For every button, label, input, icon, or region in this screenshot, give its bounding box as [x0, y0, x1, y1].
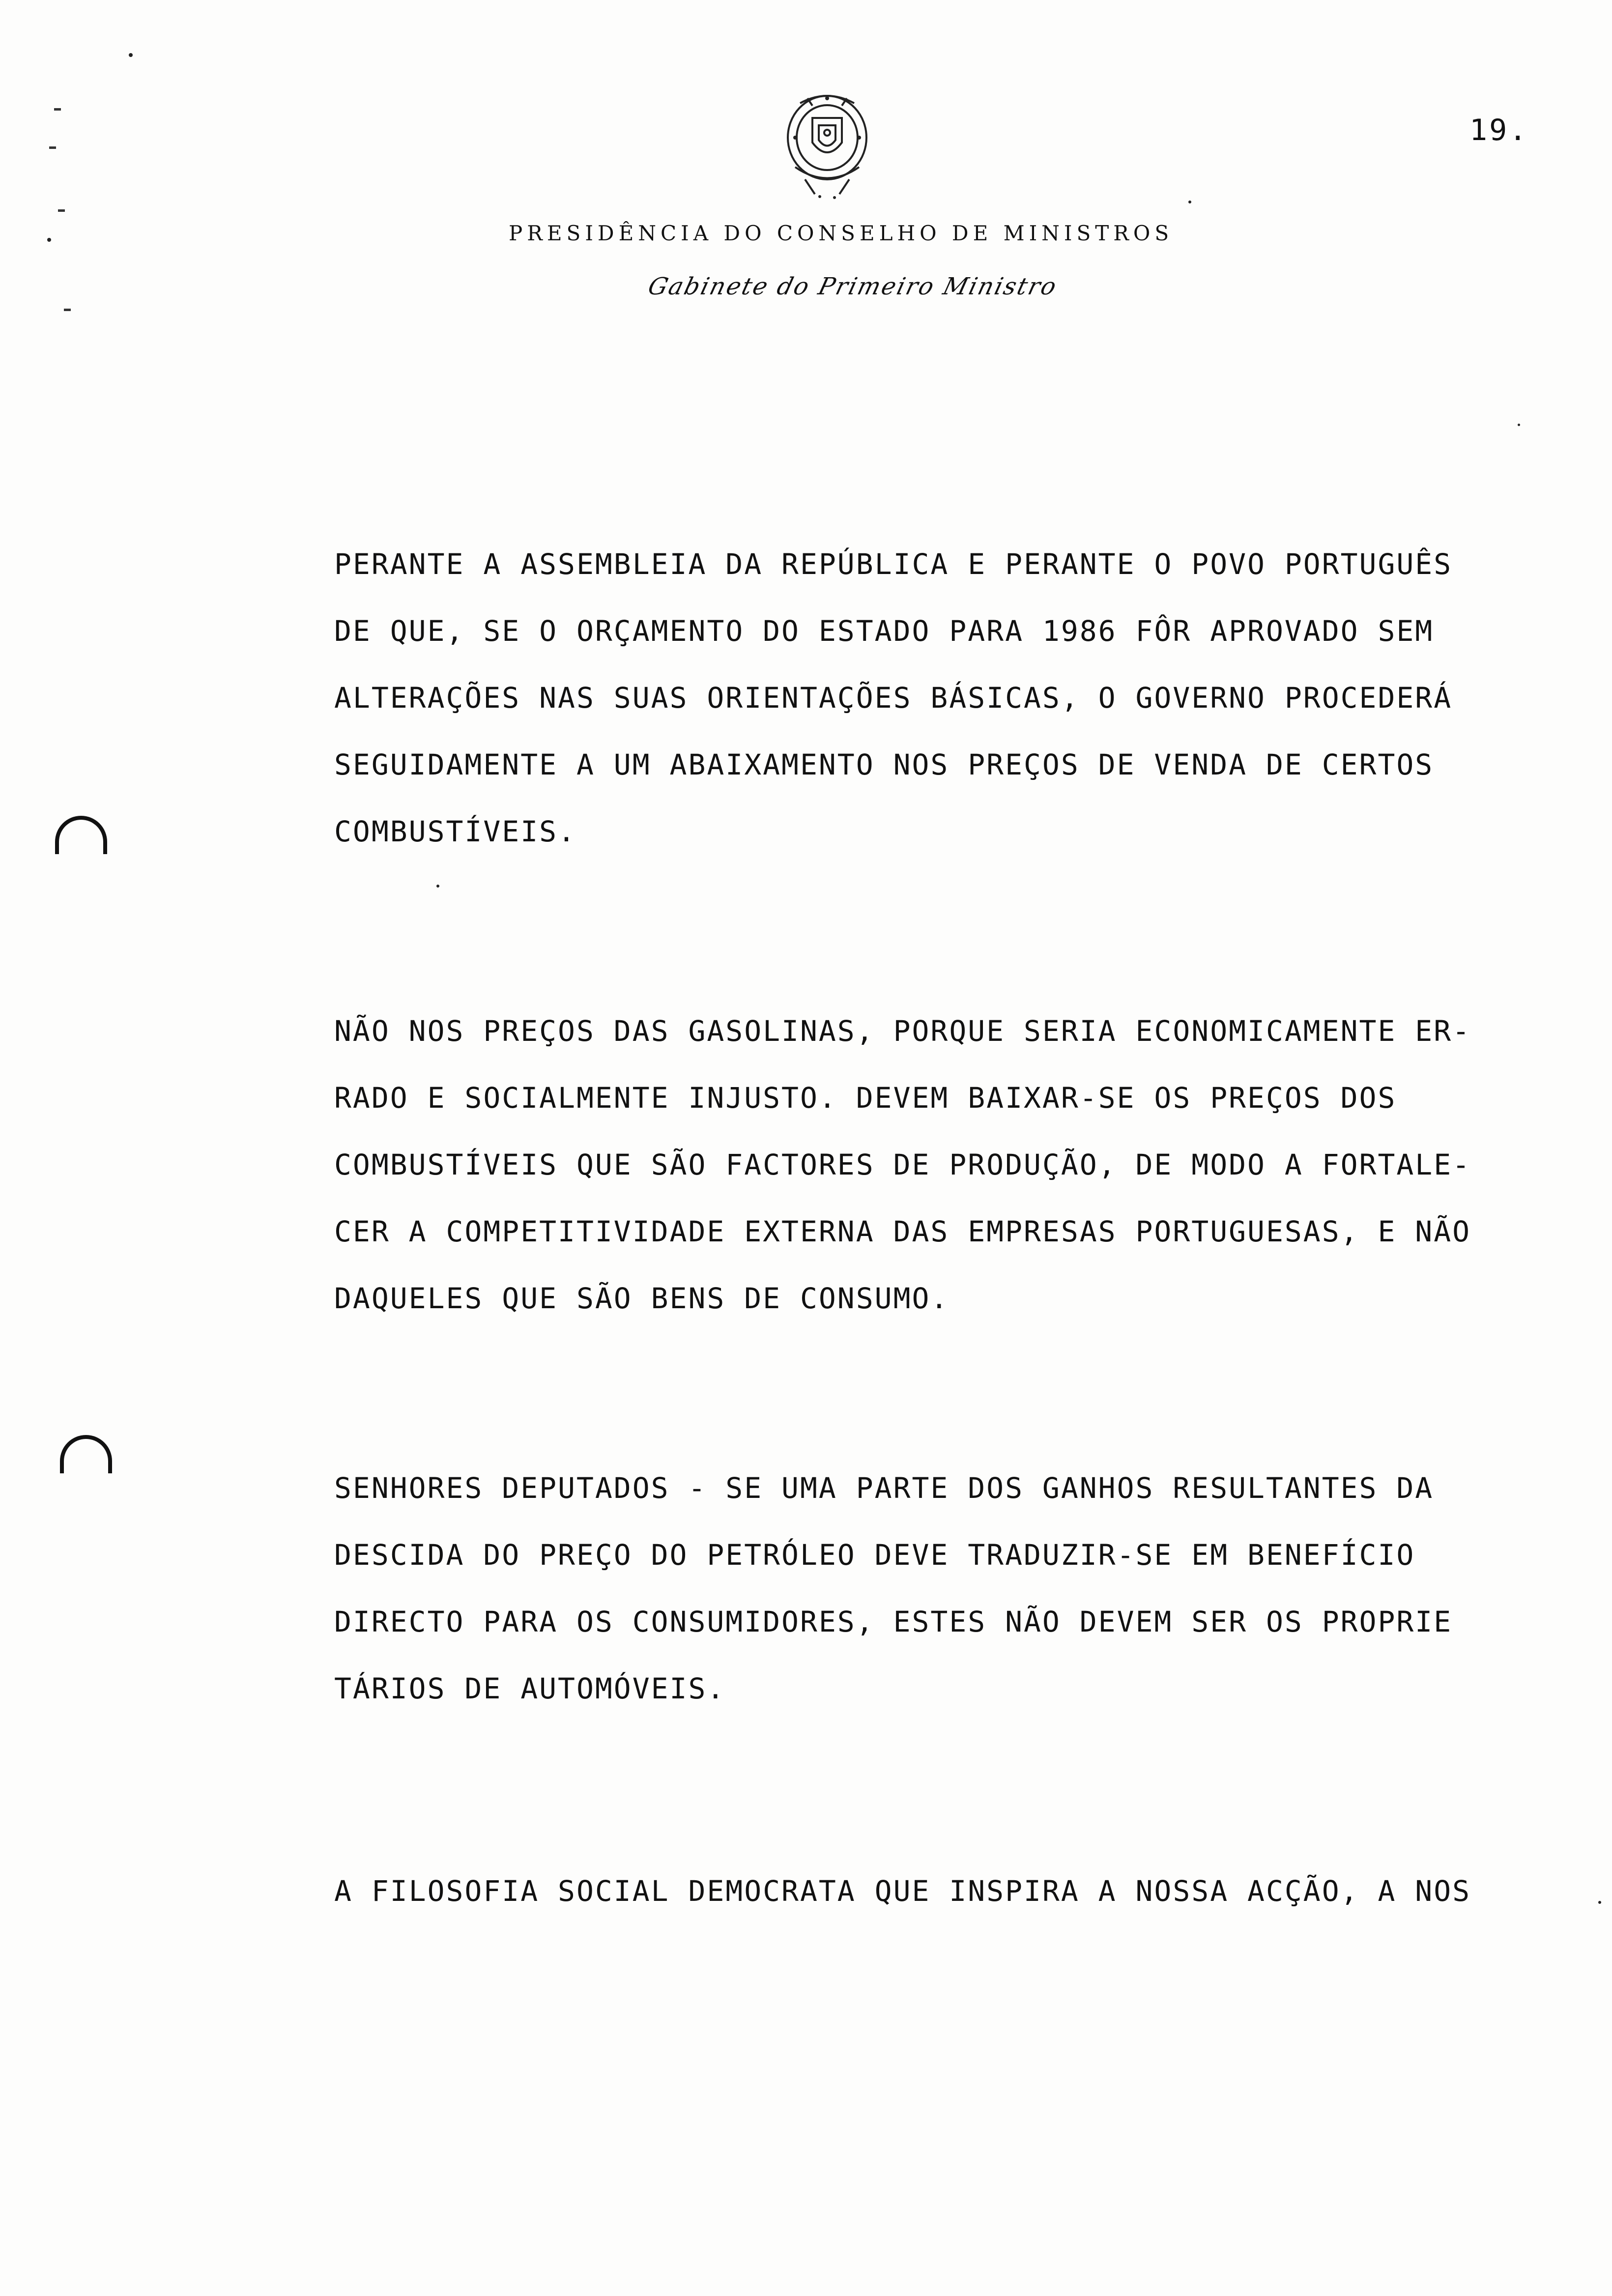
text-line: SENHORES DEPUTADOS - SE UMA PARTE DOS GANHOS RESULTANTES DA — [334, 1471, 1434, 1505]
scan-speck — [1518, 424, 1520, 426]
letterhead-title: PRESIDÊNCIA DO CONSELHO DE MINISTROS — [509, 221, 1174, 245]
text-line: A FILOSOFIA SOCIAL DEMOCRATA QUE INSPIRA A NOSSA ACÇÃO, A NOS — [334, 1874, 1471, 1908]
text-line: PERANTE A ASSEMBLEIA DA REPÚBLICA E PERANTE O POVO PORTUGUÊS — [334, 547, 1453, 581]
scan-speck — [129, 53, 133, 57]
scan-speck — [58, 209, 65, 212]
paragraph-1 — [334, 531, 1553, 865]
text-line: DAQUELES QUE SÃO BENS DE CONSUMO. — [334, 1282, 950, 1315]
paragraph-4 — [334, 1858, 1553, 1924]
text-line: TÁRIOS DE AUTOMÓVEIS. — [334, 1672, 726, 1705]
scan-speck — [49, 146, 56, 149]
text-line: NÃO NOS PREÇOS DAS GASOLINAS, PORQUE SERIA ECONOMICAMENTE ER- — [334, 1014, 1471, 1048]
scan-speck — [1188, 201, 1191, 203]
scan-speck — [1598, 1901, 1601, 1904]
text-line: RADO E SOCIALMENTE INJUSTO. DEVEM BAIXAR-SE OS PREÇOS DOS — [334, 1081, 1397, 1115]
paragraph-3 — [334, 1455, 1553, 1722]
paragraph-2 — [334, 998, 1553, 1332]
page-number: 19. — [1469, 113, 1529, 147]
text-line: COMBUSTÍVEIS. — [334, 815, 576, 848]
scan-speck — [47, 238, 51, 242]
coat-of-arms-seal — [766, 84, 889, 206]
scan-speck — [436, 885, 439, 888]
scan-speck — [64, 309, 71, 311]
text-line: ALTERAÇÕES NAS SUAS ORIENTAÇÕES BÁSICAS, O GOVERNO PROCEDERÁ — [334, 681, 1453, 715]
text-line: DIRECTO PARA OS CONSUMIDORES, ESTES NÃO DEVEM SER OS PROPRIE — [334, 1605, 1453, 1638]
scan-speck — [54, 108, 61, 111]
text-line: COMBUSTÍVEIS QUE SÃO FACTORES DE PRODUÇÃO, DE MODO A FORTALE- — [334, 1148, 1471, 1181]
punch-hole-mark — [55, 816, 107, 854]
text-line: SEGUIDAMENTE A UM ABAIXAMENTO NOS PREÇOS DE VENDA DE CERTOS — [334, 748, 1434, 781]
text-line: DE QUE, SE O ORÇAMENTO DO ESTADO PARA 1986 FÔR APROVADO SEM — [334, 614, 1434, 648]
punch-hole-mark — [60, 1435, 112, 1473]
text-line: CER A COMPETITIVIDADE EXTERNA DAS EMPRESAS PORTUGUESAS, E NÃO — [334, 1215, 1471, 1248]
letterhead-subtitle: Gabinete do Primeiro Ministro — [645, 273, 1061, 300]
text-line: DESCIDA DO PREÇO DO PETRÓLEO DEVE TRADUZIR-SE EM BENEFÍCIO — [334, 1538, 1415, 1572]
